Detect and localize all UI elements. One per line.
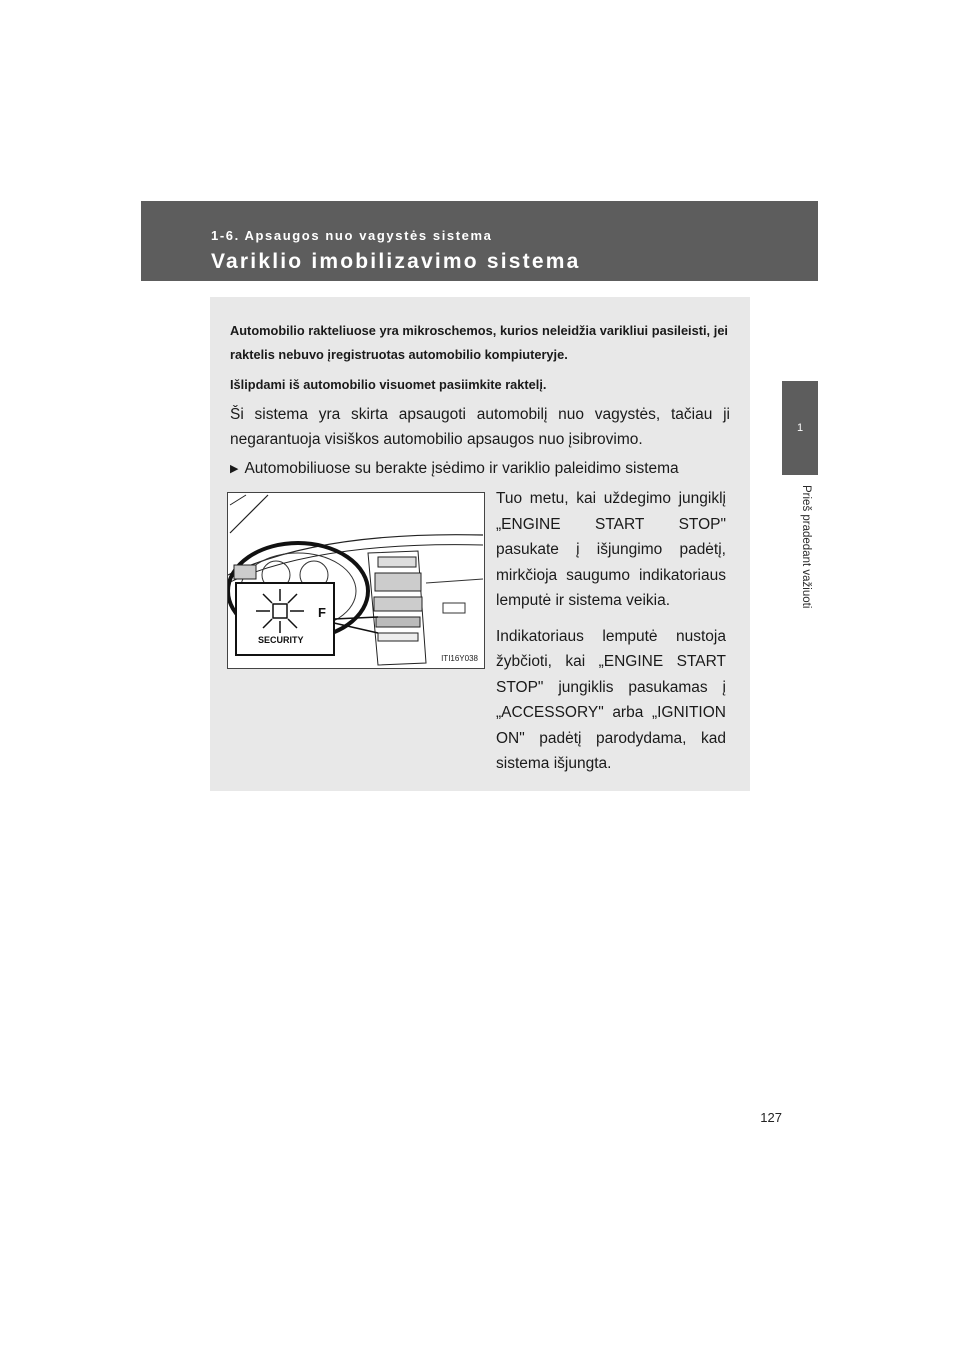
chapter-tab[interactable]: 1 (782, 381, 818, 475)
body-paragraph: Ši sistema yra skirta apsaugoti automobilį nuo vagystės, tačiau ji negarantuoja visiškos automobilio apsaugos nuo įsibrovimo. (230, 406, 730, 448)
svg-text:F: F (318, 605, 326, 620)
triangle-right-icon: ▶ (230, 463, 239, 475)
chapter-label: Prieš pradedant važiuoti (800, 485, 812, 609)
page-number: 127 (760, 1110, 782, 1125)
bullet-item (230, 456, 740, 483)
intro-bold-text: Automobilio rakteliuose yra mikroschemos, kurios neleidžia varikliui pasileisti, jei raktelis nebuvo įregistruotas automobilio kompiuteryje. (230, 323, 728, 362)
figure-code: ITI16Y038 (441, 654, 478, 663)
bullet-text: Automobiliuose su berakte įsėdimo ir variklio paleidimo sistema (244, 460, 679, 477)
dashboard-illustration (227, 492, 485, 669)
section-label: 1-6. Apsaugos nuo vagystės sistema (211, 228, 493, 243)
right-paragraph-2: Indikatoriaus lemputė nustoja žybčioti, kai „ENGINE START STOP" jungiklis pasukamas į „ACCESSORY" arba „IGNITION ON" padėtį parodydama, kad sistema išjungta. (496, 627, 726, 772)
page-title: Variklio imobilizavimo sistema (211, 250, 581, 273)
dashboard-drawing (228, 493, 484, 668)
security-label: SECURITY (258, 635, 304, 645)
header-band (141, 201, 818, 281)
right-paragraph-1: Tuo metu, kai uždegimo jungiklį „ENGINE START STOP" pasukate į išjungimo padėtį, mirkčioja saugumo indikatoriaus lemputė ir sistema veikia. (496, 490, 726, 609)
intro-bold-text-2: Išlipdami iš automobilio visuomet pasiimkite raktelį. (230, 377, 547, 392)
right-column (496, 486, 726, 787)
content-box (210, 297, 750, 791)
